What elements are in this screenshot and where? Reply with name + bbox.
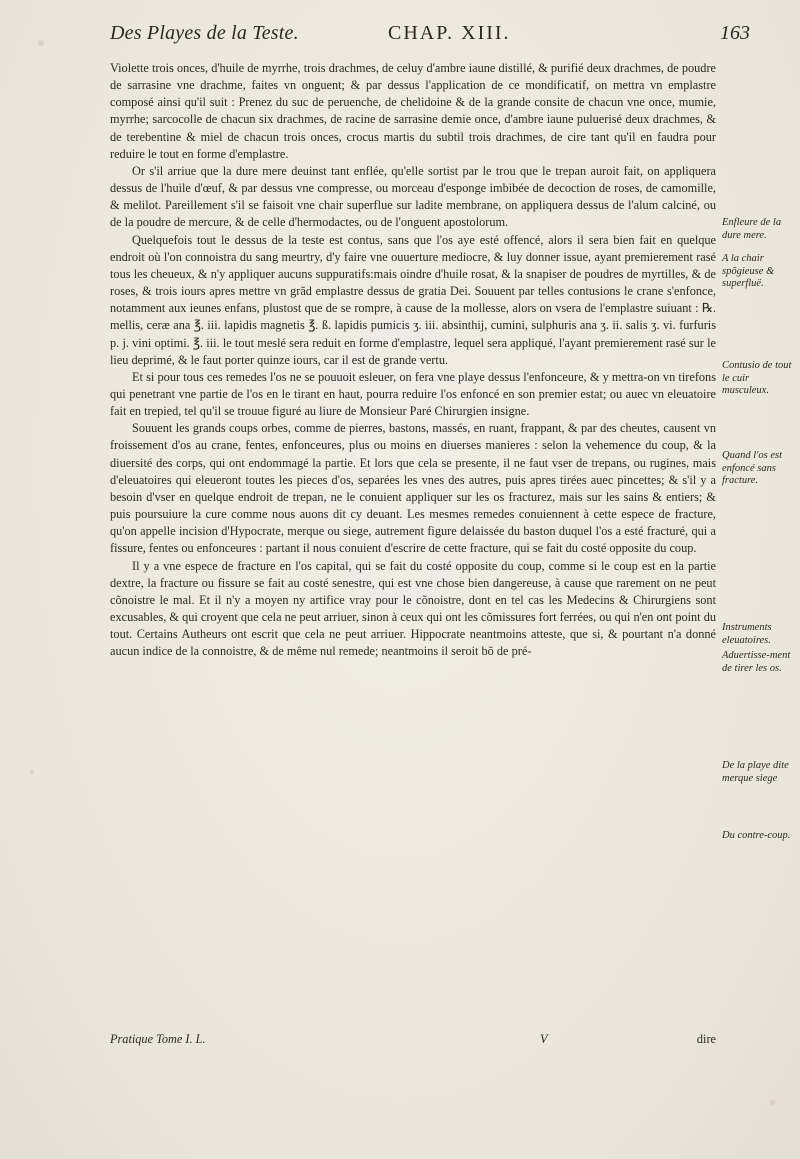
chapter-heading: CHAP. XIII. [388,22,511,44]
page-footer [110,1032,716,1052]
margin-note: Aduertisse-ment de tirer les os. [722,650,791,674]
page-number: 163 [720,22,750,44]
paper-stain [30,770,34,774]
margin-note: De la playe dite merque siege [722,760,789,784]
paragraph: Quelquefois tout le dessus de la teste est contus, sans que l'os aye esté offencé, alors il sera bien fait en quelque endroit où l'on connoistra du sang meurtry, d'y faire vne ouuerture mediocre, & luy donner issue, ayant premierement rasé tous les cheueux, & n'y appliquer aucuns suppuratifs:mais oindre d'huile rosat, & la snapiser de poudres de myrtilles, & de roses, & trois iours apres mettre vn grãd emplastre dessus de gratia Dei. Souuent par telles contusions le crane s'enfonce, notamment aux ieunes enfans, plustost que de se rompre, à cause de la mollesse, alors on vsera de l'emplastre suiuant : ℞. mellis, ceræ ana ℥. iii. lapidis magnetis ℥. ß. lapidis pumicis ʒ. iii. absinthij, cumini, sulphuris ana ʒ. ii. salis ʒ. vi. furfuris p. j. vini optimi. ℥. iii. le tout meslé sera reduit en forme d'emplastre, lequel sera appliqué, l'ayant premierement rasé sur le lieu deprimé, & le faut porter quinze iours, car il est de grande vertu. [110,232,716,367]
margin-note: Du contre-coup. [722,830,791,841]
margin-note: Enfleure de la dure mere. [722,217,782,241]
paper-stain [770,1100,775,1105]
paragraph: Et si pour tous ces remedes l'os ne se pouuoit esleuer, on fera vne playe dessus l'enfonceure, & y mettra-on vn tirefons qui penetrant vne partie de l'os en le tirant en haut, pourra reduire l'os enfoncé en son premier estat; ou auec vn eleuatoire fait en trepied, tel qu'il se trouue figuré au liure de Monsieur Paré Chirurgien insigne. [110,369,716,419]
running-title: Des Playes de la Teste. [110,22,299,44]
paragraph: Or s'il arriue que la dure mere deuinst tant enflée, qu'elle sortist par le trou que le trepan auroit fait, on appliquera dessus de l'huile d'œuf, & par dessus vne compresse, ou morceau d'esponge imbibée de decoction de roses, de camomille, & melilot. Pareillement s'il se faisoit vne chair superflue sur ladite membrane, on appliquera dessus de l'alum calciné, ou de la poudre de mercure, & de celle d'hermodactes, ou de l'onguent apostolorum. [110,163,716,230]
margin-note: Contusio de tout le cuir musculeux. [722,360,792,396]
body-text [110,60,716,660]
signature-mark: V [540,1032,548,1046]
margin-note: Quand l'os est enfoncé sans fracture. [722,450,782,486]
paragraph: Il y a vne espece de fracture en l'os capital, qui se fait du costé opposite du coup, comme si le coup est en la partie dextre, la fracture ou fissure se fait au costé senestre, qui est vne chose bien dangereuse, à cause que rarement on ne peut cõnoistre le mal. Et il n'y a moyen ny artifice vray pour le cõnoistre, dont en tel cas les Medecins & Chirurgiens sont excusables, & qui croyent que cela ne peut arriuer, sinon à ceux qui ont les cõmissures fort ferrées, ou qui n'en ont point du tout. Certains Autheurs ont escrit que cela ne peut arriuer. Hippocrate neantmoins atteste, que si, & pourtant n'a donné aucun indice de la connoistre, & de même nul remede; neantmoins il seroit bõ de pré- [110,558,716,659]
margin-note: Instruments eleuatoires. [722,622,772,646]
paragraph: Violette trois onces, d'huile de myrrhe, trois drachmes, de celuy d'ambre iaune distillé, & purifié deux drachmes, de poudre de sarrasine vne drachme, faites vn onguent; & par dessus l'application de ce mondificatif, on mettra vn emplastre composé ainsi qu'il suit : Prenez du suc de peruenche, de chelidoine & de la grande consite de chacun vne once, mumie, myrrhe; sarcocolle de chacun six drachmes, de racine de sarrasine demie once, d'ambre iaune puluerisé deux drachmes, & de terebentine & miel de chacun trois onces, crocus martis du subtil trois drachmes, de cire tant qu'il en faudra pour reduire le tout en forme d'emplastre. [110,61,716,161]
paper-stain [38,40,44,46]
paragraph: Souuent les grands coups orbes, comme de pierres, bastons, massés, en ruant, frappant, & par des cheutes, causent vn froissement d'os au crane, fentes, enfonceures, plus ou moins en diuerses manieres : selon la vehemence du coup, & la diuersité des corps, qui ont endommagé la partie. Et lors que cela se presente, il ne faut vser de trepans, ou rugines, mais d'eleuatoires qui eleueront toutes les pieces d'os, separées les vnes des autres, puis apres tirées auec pincettes; & s'il y a besoin d'vser en quelque endroit de trepan, ne le conuient appliquer sur les os fracturez, mais sur les sains & entiers; & puis poursuiure la cure comme nous auons dit cy deuant. Les mesmes remedes conuiennent à cette espece de fracture, qu'on appelle incision d'Hypocrate, merque ou siege, autrement figure delaissée du baston duquel l'os a esté fracturé, qui a fissure, fentes ou enfonceures : partant il nous conuient d'escrire de cette fracture, qui se fait du costé opposite du coup. [110,421,716,556]
page-header [110,22,750,54]
signature-line: Pratique Tome I. L. [110,1032,206,1046]
margin-note: A la chair spõgieuse & superfluë. [722,253,775,289]
catchword: dire [696,1032,716,1046]
